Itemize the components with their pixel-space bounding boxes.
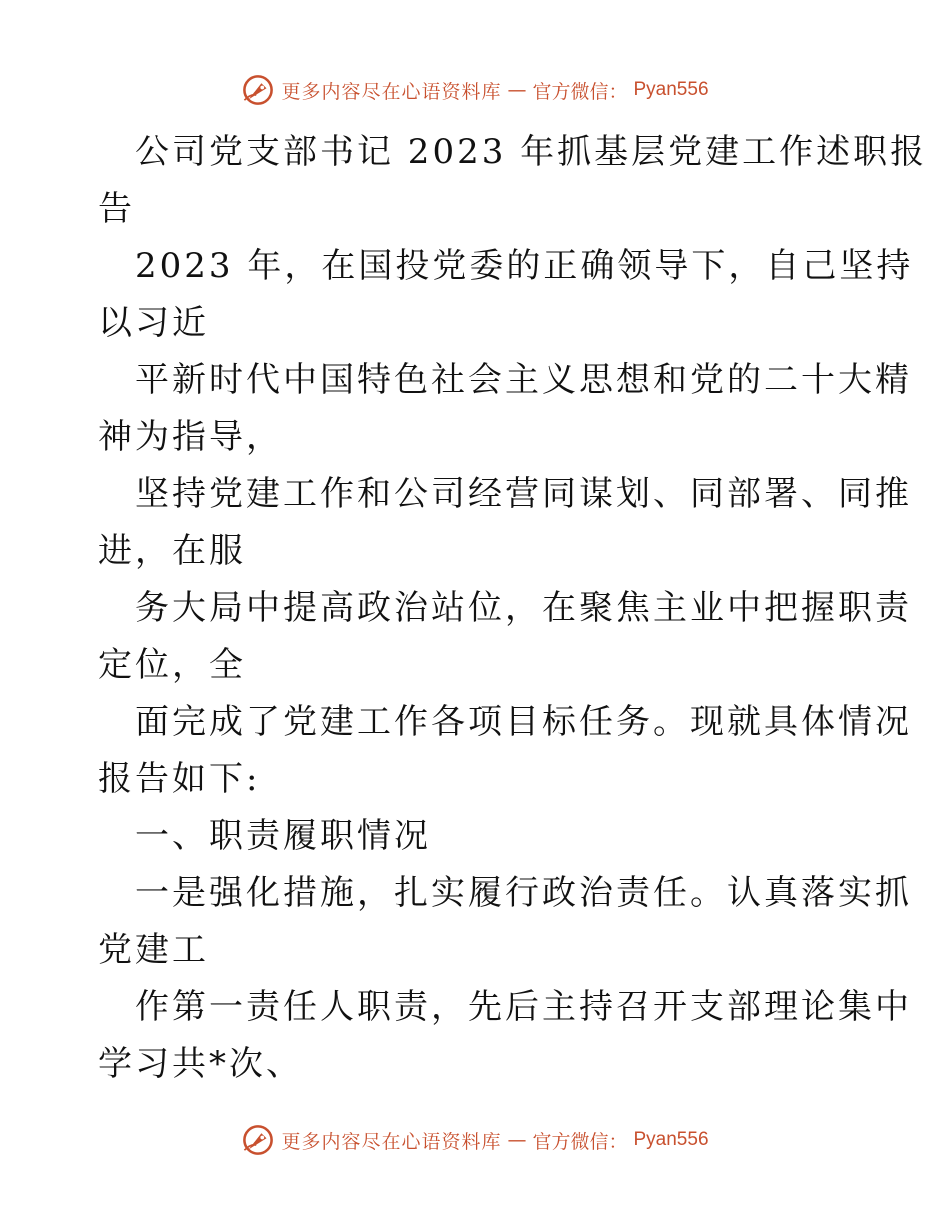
wechat-label: 官方微信： [532, 1130, 628, 1153]
paragraph-line: 定位，全 [98, 645, 246, 685]
pen-nib-circle-icon [241, 73, 275, 107]
title-line-2: 告 [98, 189, 135, 229]
footer-watermark [0, 1120, 950, 1160]
paragraph-line: 平新时代中国特色社会主义思想和党的二十大精 [135, 360, 912, 400]
separator-dash: — [507, 1129, 527, 1151]
header-watermark [0, 70, 950, 110]
section-heading: 一、职责履职情况 [135, 816, 431, 856]
paragraph-line: 神为指导， [98, 417, 283, 457]
separator-dash: — [507, 79, 527, 101]
wechat-label: 官方微信： [532, 80, 628, 103]
document-body [98, 124, 928, 1093]
site-text: 更多内容尽在心语资料库 [281, 80, 502, 103]
paragraph-line: 务大局中提高政治站位，在聚焦主业中把握职责 [135, 588, 912, 628]
paragraph-line: 2023 年，在国投党委的正确领导下，自己坚持 [135, 246, 914, 286]
pen-nib-circle-icon [241, 1123, 275, 1157]
paragraph-line: 面完成了党建工作各项目标任务。现就具体情况 [135, 702, 912, 742]
paragraph-line: 进，在服 [98, 531, 246, 571]
paragraph-line: 学习共*次、 [98, 1044, 303, 1084]
wechat-id: Pyan556 [633, 79, 709, 100]
paragraph-line: 报告如下: [98, 759, 261, 799]
wechat-id: Pyan556 [633, 1129, 709, 1150]
brand-banner [241, 1123, 708, 1157]
brand-banner [241, 73, 708, 107]
paragraph-line: 坚持党建工作和公司经营同谋划、同部署、同推 [135, 474, 912, 514]
paragraph-line: 作第一责任人职责，先后主持召开支部理论集中 [135, 987, 912, 1027]
paragraph-line: 以习近 [98, 303, 209, 343]
site-text: 更多内容尽在心语资料库 [281, 1130, 502, 1153]
paragraph-line: 一是强化措施，扎实履行政治责任。认真落实抓 [135, 873, 912, 913]
title-line-1: 公司党支部书记 2023 年抓基层党建工作述职报 [135, 132, 928, 172]
paragraph-line: 党建工 [98, 930, 209, 970]
